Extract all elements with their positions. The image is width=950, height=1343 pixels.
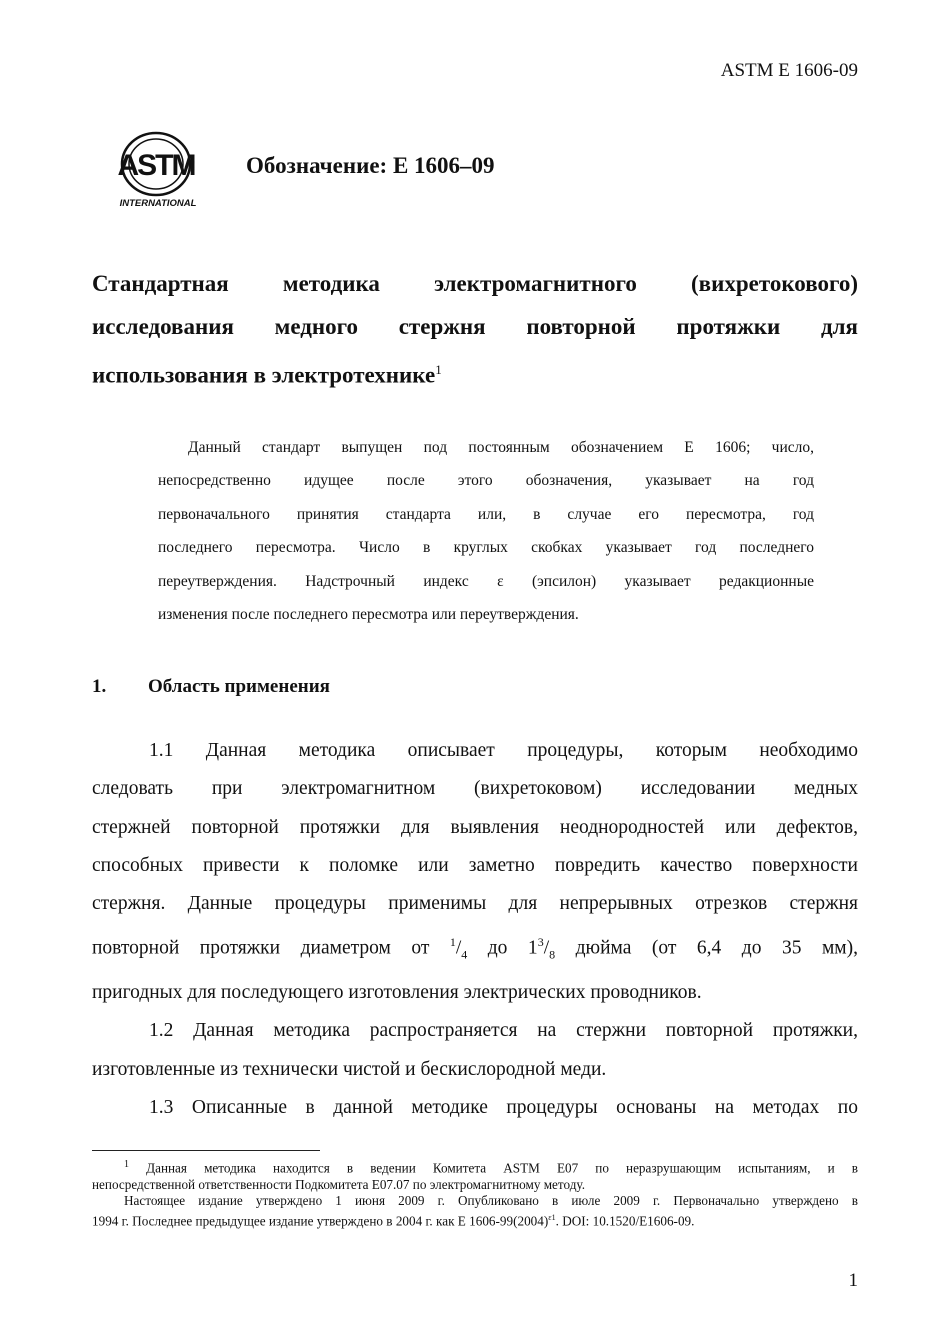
paragraph-line: 1.3 Описанные в данной методике процедуры основаны на методах по <box>149 1097 858 1119</box>
title-line: использования в электротехнике$^1$ <box>92 362 442 388</box>
astm-logo <box>118 130 202 210</box>
title-line: исследования медного стержня повторной протяжки для <box>92 314 858 339</box>
paragraph-line: пригодных для последующего изготовления электрических проводников. <box>92 982 702 1004</box>
paragraph-line-fraction: повторной протяжки диаметром от $^1/_4$ до $1^3/_8$ дюйма (от 6,4 до 35 мм), <box>92 935 858 962</box>
section-number: 1. <box>92 676 107 697</box>
footnote-line: $^1$ Данная методика находится в ведении Комитета ASTM E07 по неразрушающим испытаниям, и в <box>124 1159 858 1176</box>
paragraph-line: 1.2 Данная методика распространяется на стержни повторной протяжки, <box>149 1020 858 1042</box>
notice-line: Данный стандарт выпущен под постоянным обозначением E 1606; число, <box>188 439 814 456</box>
paragraph-line: стержня. Данные процедуры применимы для непрерывных отрезков стержня <box>92 893 858 915</box>
logo-letters: ASTM <box>118 149 195 182</box>
footnote-line: 1994 г. Последнее предыдущее издание утверждено в 2004 г. как E $1606-99(2004)^{\varepsilon 1}$. DOI: 10.1520/E1606-09. <box>92 1212 695 1229</box>
page-number: 1 <box>848 1270 858 1291</box>
notice-line: последнего пересмотра. Число в круглых скобках указывает год последнего <box>158 539 814 557</box>
footnote-separator <box>92 1150 320 1151</box>
title-footnote-mark: 1 <box>435 362 442 377</box>
document-title <box>92 262 858 397</box>
footnotes <box>92 1157 858 1230</box>
notice-line: изменения после последнего пересмотра или переутверждения. <box>158 606 579 624</box>
title-line: Стандартная методика электромагнитного (вихретокового) <box>92 271 858 296</box>
document-code: ASTM E 1606-09 <box>720 60 858 81</box>
paragraph-line: способных привести к поломке или заметно повредить качество поверхности <box>92 854 858 876</box>
footnote-line: непосредственной ответственности Подкомитета E07.07 по электромагнитному методу. <box>92 1176 585 1192</box>
footnote-line: Настоящее издание утверждено 1 июня 2009 г. Опубликовано в июле 2009 г. Первоначально утверждено в <box>124 1193 858 1209</box>
notice-line: переутверждения. Надстрочный индекс ε (эпсилон) указывает редакционные <box>158 572 814 590</box>
paragraph-line: 1.1 Данная методика описывает процедуры, которым необходимо <box>149 740 858 761</box>
body-text <box>92 732 858 1127</box>
standard-notice <box>158 431 814 631</box>
paragraph-line: следовать при электромагнитном (вихретоковом) исследовании медных <box>92 778 858 800</box>
footnote-mark: 1 <box>124 1159 129 1170</box>
paragraph-line: стержней повторной протяжки для выявления неоднородностей или дефектов, <box>92 816 858 838</box>
notice-line: первоначального принятия стандарта или, в случае его пересмотра, год <box>158 505 814 523</box>
paragraph-line: изготовленные из технически чистой и бескислородной меди. <box>92 1058 607 1080</box>
notice-line: непосредственно идущее после этого обозначения, указывает на год <box>158 472 814 490</box>
designation: Обозначение: E 1606–09 <box>246 153 495 178</box>
section-title: Область применения <box>148 676 330 697</box>
logo-caption: INTERNATIONAL <box>119 198 197 209</box>
